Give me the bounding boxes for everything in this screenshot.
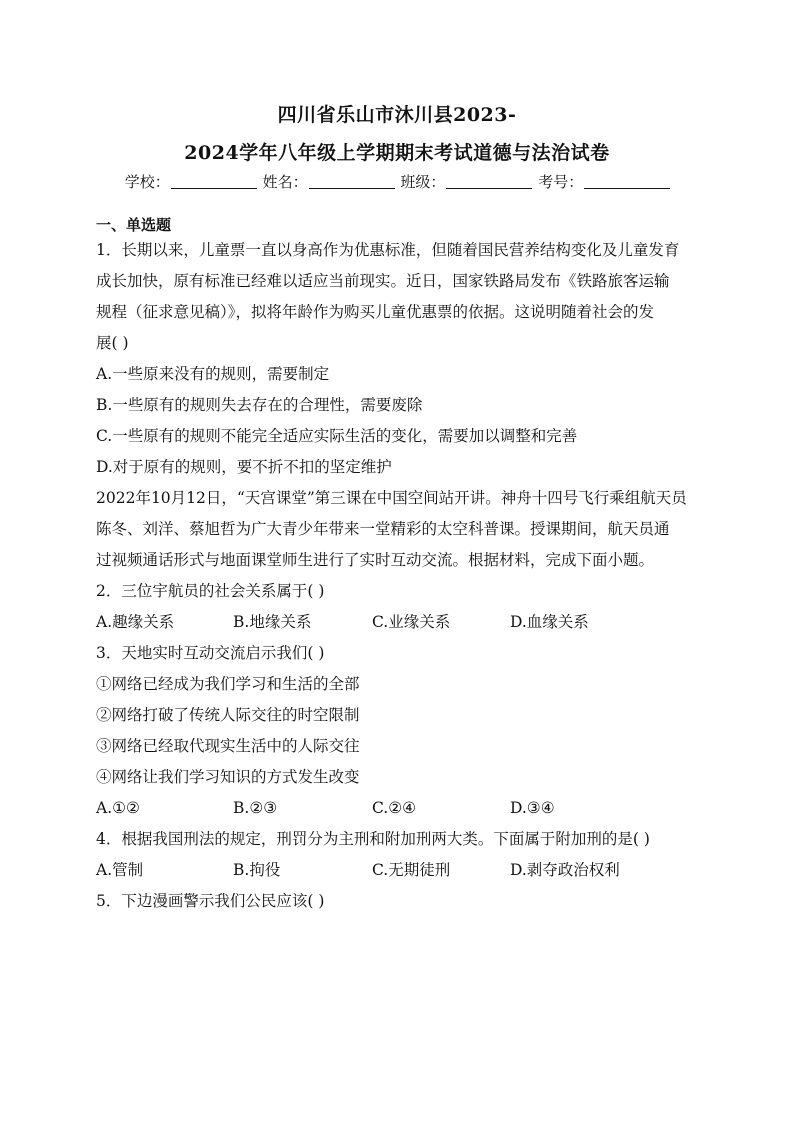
q1-stem-line: 展( )	[96, 334, 129, 352]
q1-stem-line: 成长加快，原有标准已经难以适应当前现实。近日，国家铁路局发布《铁路旅客运输	[96, 272, 670, 290]
q1-option-c: C.一些原有的规则不能完全适应实际生活的变化，需要加以调整和完善	[96, 427, 578, 445]
material-line: 过视频通话形式与地面课堂师生进行了实时互动交流。根据材料，完成下面小题。	[96, 551, 655, 569]
school-label: 学校：	[124, 173, 170, 191]
q2-option-c: C.业缘关系	[372, 613, 451, 631]
exam-title-line-2: 2024学年八年级上学期期末考试道德与法治试卷	[184, 142, 610, 164]
q1-stem-line: 1．长期以来，儿童票一直以身高作为优惠标准，但随着国民营养结构变化及儿童发育	[96, 241, 680, 259]
q1-option-a: A.一些原来没有的规则，需要制定	[96, 365, 330, 383]
q3-item: ①网络已经成为我们学习和生活的全部	[96, 675, 360, 693]
q2-stem: 2．三位宇航员的社会关系属于( )	[96, 582, 325, 600]
q2-option-a: A.趣缘关系	[96, 613, 175, 631]
q2-option-d: D.血缘关系	[510, 613, 589, 631]
q3-item: ②网络打破了传统人际交往的时空限制	[96, 706, 360, 724]
q2-option-b: B.地缘关系	[233, 613, 312, 631]
material-line: 2022年10月12日，“天宫课堂”第三课在中国空间站开讲。神舟十四号飞行乘组航天员	[96, 489, 687, 507]
exam-number-label: 考号：	[538, 173, 584, 191]
q4-stem: 4．根据我国刑法的规定，刑罚分为主刑和附加刑两大类。下面属于附加刑的是( )	[96, 830, 650, 848]
exam-number-blank	[584, 174, 670, 189]
q3-stem: 3．天地实时互动交流启示我们( )	[96, 644, 325, 662]
q3-option-d: D.③④	[510, 799, 555, 817]
q1-option-d: D.对于原有的规则，要不折不扣的坚定维护	[96, 458, 392, 476]
section-heading: 一、单选题	[96, 216, 172, 234]
q3-option-b: B.②③	[233, 799, 278, 817]
class-blank	[446, 174, 532, 189]
name-blank	[309, 174, 395, 189]
material-line: 陈冬、刘洋、蔡旭哲为广大青少年带来一堂精彩的太空科普课。授课期间，航天员通	[96, 520, 670, 538]
q3-option-a: A.①②	[96, 799, 140, 817]
q5-stem: 5．下边漫画警示我们公民应该( )	[96, 892, 325, 910]
student-info-row	[0, 171, 794, 192]
q3-item: ③网络已经取代现实生活中的人际交往	[96, 737, 360, 755]
class-label: 班级：	[400, 173, 446, 191]
q4-option-b: B.拘役	[233, 861, 281, 879]
q3-item: ④网络让我们学习知识的方式发生改变	[96, 768, 360, 786]
q3-option-c: C.②④	[372, 799, 417, 817]
q4-option-d: D.剥夺政治权利	[510, 861, 620, 879]
q1-stem-line: 规程（征求意见稿）》，拟将年龄作为购买儿童优惠票的依据。这说明随着社会的发	[96, 303, 655, 321]
name-label: 姓名：	[262, 173, 308, 191]
exam-title-line-1: 四川省乐山市沐川县2023-	[277, 104, 517, 126]
q4-option-c: C.无期徒刑	[372, 861, 451, 879]
school-blank	[171, 174, 257, 189]
q1-option-b: B.一些原有的规则失去存在的合理性，需要废除	[96, 396, 423, 414]
q4-option-a: A.管制	[96, 861, 144, 879]
